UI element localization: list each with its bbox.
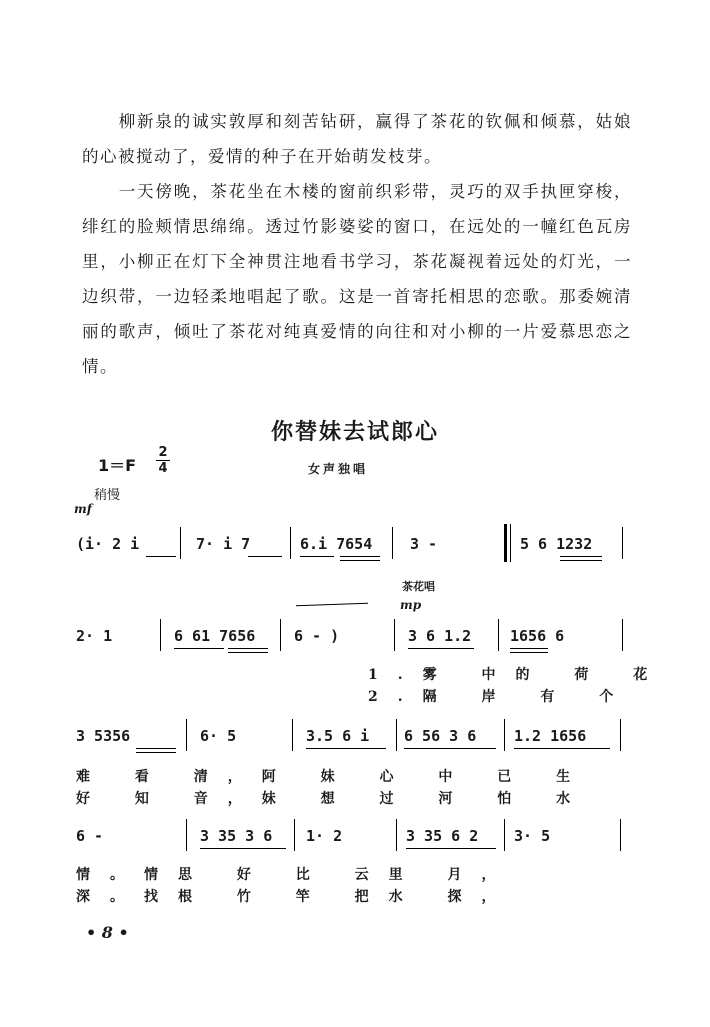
singer-cue: 茶花唱 (402, 580, 435, 593)
lyrics-verse-1: 难 看 清，阿 妹 心 中 已 生 (76, 769, 591, 785)
performer-label: 女声独唱 (308, 462, 369, 476)
measure: 1656 6 (510, 627, 565, 645)
paragraph-1: 柳新泉的诚实敦厚和刻苦钻研，赢得了茶花的钦佩和倾慕，姑娘的心被搅动了，爱情的种子在开始萌发枝芽。 (82, 112, 632, 166)
page-number: • 8 • (86, 923, 129, 942)
measure: 3 35 6 2 (406, 827, 479, 845)
time-signature-bottom: 4 (158, 461, 168, 476)
measure: 2· 1 (76, 627, 113, 645)
measure: 1.2 1656 (514, 727, 587, 745)
key-signature: 1＝F (98, 456, 137, 475)
measure: 7· i 7 (196, 535, 251, 553)
lyrics-verse-2: 深。找根 竹 竿 把水 探， (76, 889, 516, 905)
time-signature-top: 2 (158, 445, 168, 460)
measure: 6 - ) (294, 627, 340, 645)
measure: 6· 5 (200, 727, 237, 745)
measure: 3· 5 (514, 827, 551, 845)
lyrics-verse-2: 2.隔 岸 有 个 (368, 689, 634, 705)
measure: 6 - (76, 827, 104, 845)
dynamic-mp: mp (400, 598, 422, 612)
measure: 6 56 3 6 (404, 727, 477, 745)
measure: 3.5 6 i (306, 727, 370, 745)
song-title: 你替妹去试郎心 (270, 420, 439, 445)
lyrics-verse-1: 1.雾 中的 荷 花 (368, 667, 668, 683)
measure: 6.i 7654 (300, 535, 373, 553)
measure: 1· 2 (306, 827, 343, 845)
lyrics-verse-1: 情。情思 好 比 云里 月， (76, 867, 516, 883)
lyrics-verse-2: 好 知 音，妹 想 过 河 怕 水 (76, 791, 591, 807)
measure: 5 6 1232 (520, 535, 593, 553)
time-signature (156, 446, 170, 475)
measure: 3 - (410, 535, 438, 553)
paragraph-2: 一天傍晚，茶花坐在木楼的窗前织彩带，灵巧的双手执匣穿梭，绯红的脸颊情思绵绵。透过竹影婆娑的窗口，在远处的一幢红色瓦房里，小柳正在灯下全神贯注地看书学习，茶花凝视着远处的灯光，一边织带，一边轻柔地唱起了歌。这是一首寄托相思的恋歌。那委婉清丽的歌声，倾吐了茶花对纯真爱情的向往和对小柳的一片爱慕思恋之情。 (82, 182, 632, 376)
tempo-marking: 稍慢 (94, 488, 121, 503)
dynamic-mf: mf (74, 502, 92, 516)
measure: 3 35 3 6 (200, 827, 273, 845)
measure: 3 5356 (76, 727, 131, 745)
measure: 3 6 1.2 (408, 627, 472, 645)
measure: (i· 2 i (76, 535, 140, 553)
measure: 6 61 7656 (174, 627, 256, 645)
